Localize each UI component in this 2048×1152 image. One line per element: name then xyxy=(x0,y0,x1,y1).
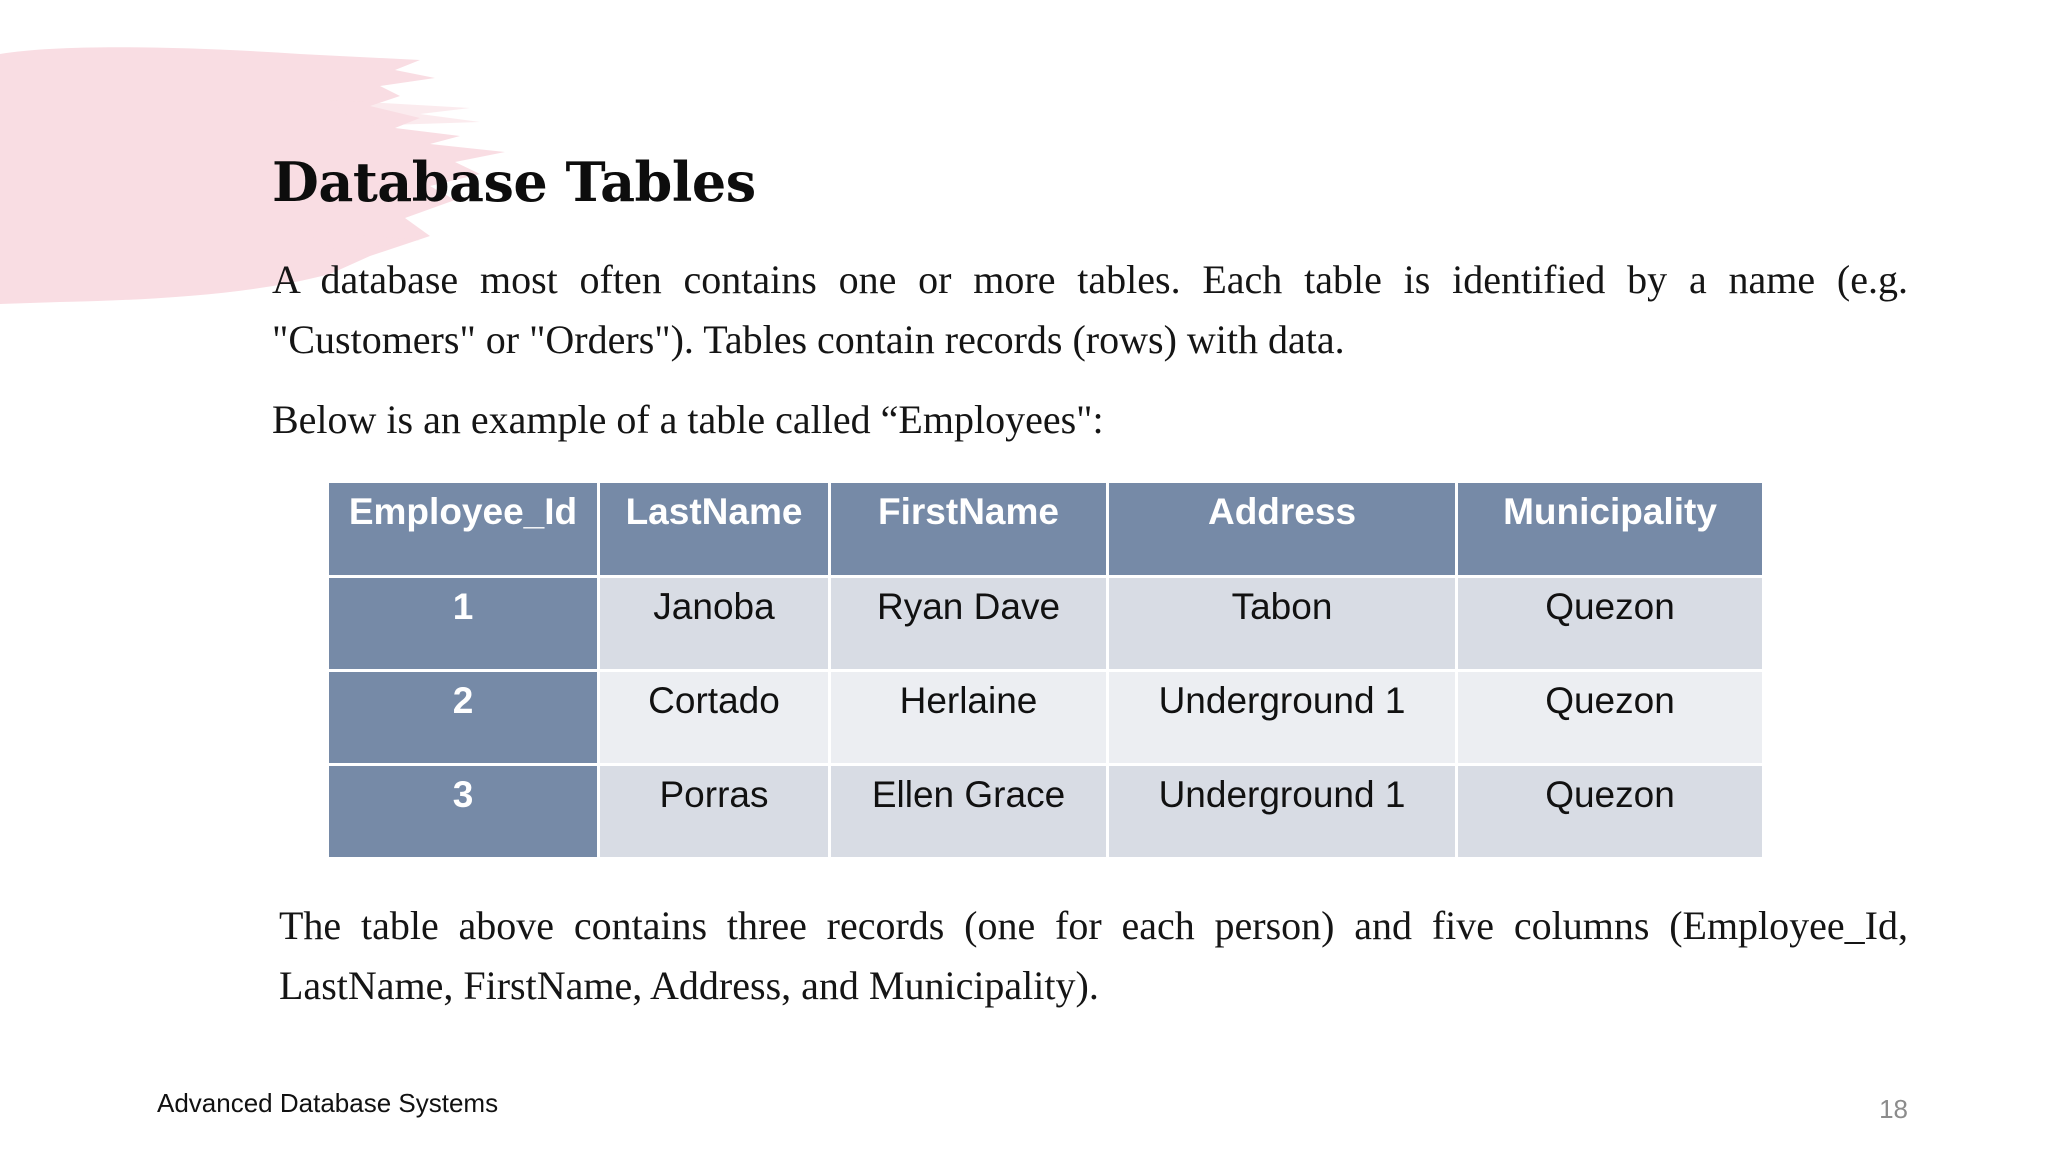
lastname-cell: Janoba xyxy=(599,577,830,671)
employee-id-cell: 3 xyxy=(328,765,599,859)
column-header-lastname: LastName xyxy=(599,482,830,577)
firstname-cell: Ryan Dave xyxy=(830,577,1108,671)
firstname-cell: Herlaine xyxy=(830,671,1108,765)
lastname-cell: Cortado xyxy=(599,671,830,765)
employee-id-cell: 2 xyxy=(328,671,599,765)
municipality-cell: Quezon xyxy=(1457,577,1764,671)
column-header-municipality: Municipality xyxy=(1457,482,1764,577)
intro-paragraph: A database most often contains one or more tables. Each table is identified by a name (e.g. "Customers" or "Orders"). Tables contain records (rows) with data. xyxy=(272,257,1908,362)
table-row xyxy=(328,577,1764,671)
firstname-cell: Ellen Grace xyxy=(830,765,1108,859)
page-number: 18 xyxy=(1879,1094,1908,1124)
summary-paragraph: The table above contains three records (one for each person) and five columns (Employee_Id, LastName, FirstName, Address, and Municipality). xyxy=(279,903,1908,1008)
table-header-row xyxy=(328,482,1764,577)
lastname-cell: Porras xyxy=(599,765,830,859)
column-header-employee-id: Employee_Id xyxy=(328,482,599,577)
table-row xyxy=(328,671,1764,765)
column-header-firstname: FirstName xyxy=(830,482,1108,577)
column-header-address: Address xyxy=(1108,482,1457,577)
municipality-cell: Quezon xyxy=(1457,671,1764,765)
table-row xyxy=(328,765,1764,859)
employees-table xyxy=(326,480,1765,860)
page-title: Database Tables xyxy=(272,150,756,214)
footer-course-title: Advanced Database Systems xyxy=(157,1088,499,1118)
address-cell: Underground 1 xyxy=(1108,671,1457,765)
municipality-cell: Quezon xyxy=(1457,765,1764,859)
address-cell: Tabon xyxy=(1108,577,1457,671)
address-cell: Underground 1 xyxy=(1108,765,1457,859)
employee-id-cell: 1 xyxy=(328,577,599,671)
example-intro-paragraph: Below is an example of a table called “Employees": xyxy=(272,397,1104,442)
